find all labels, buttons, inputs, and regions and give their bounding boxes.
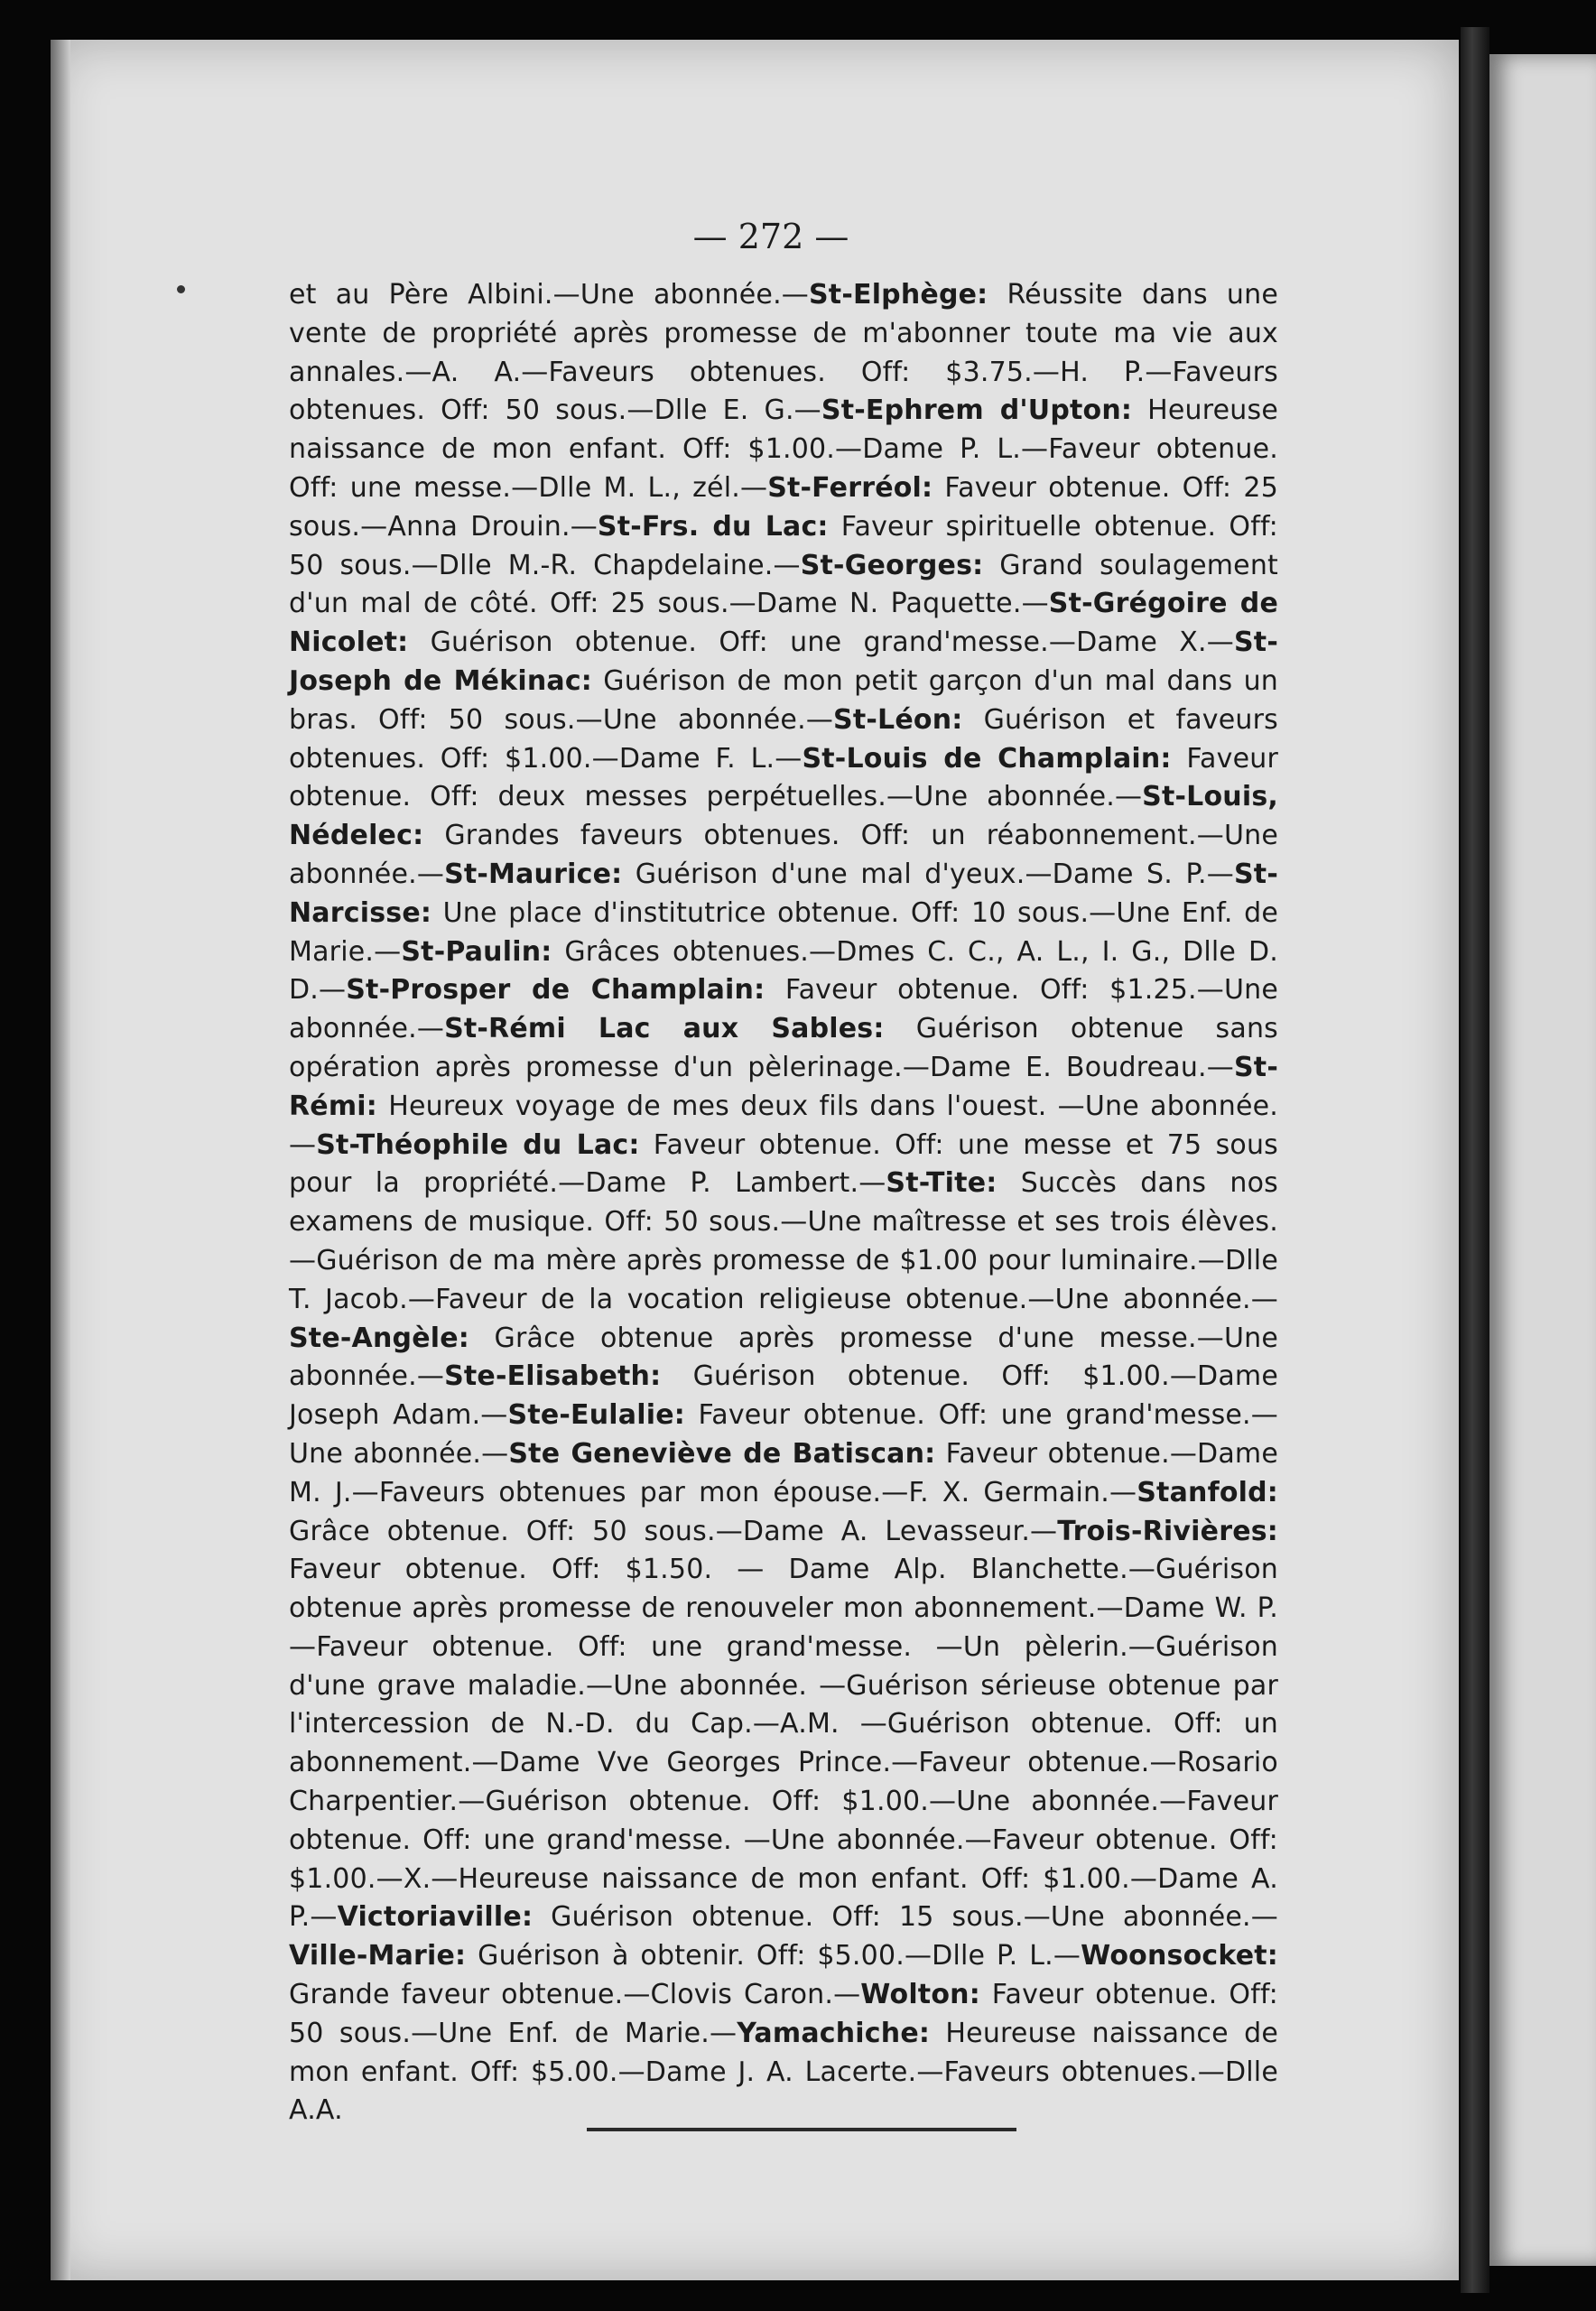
entry-text: Faveur obtenue. Off: $1.50. — Dame Alp. Blanchette.—Guérison obtenue après promesse de renouveler mon abonnement.—Dame W. P.—Faveur obtenue. Off: une grand'messe. —Un pèlerin.—Guérison d'une grave maladie.—Une abonnée. —Guérison sérieuse obtenue par l'intercession de N.-D. du Cap.—A.M. —Guérison obtenue. Off: un abonnement.—Dame Vve Georges Prince.—Faveur obtenue.—Rosario Charpentier.—Guérison obtenue. Off: $1.00.—Une abonnée.—Faveur obtenue. Off: une grand'messe. —Une abonnée.—Faveur obtenue. Off: $1.00.—X.—Heureuse naissance de mon enfant. Off: $1.00.—Dame A. P.—: [289, 1554, 1278, 1934]
ink-speck: [177, 285, 185, 293]
place-name: St-Léon:: [833, 703, 963, 736]
entry-text: Grande faveur obtenue.—Clovis Caron.—: [289, 1979, 861, 2011]
place-name: St-Ferréol:: [767, 471, 933, 504]
place-name: Trois-Rivières:: [1057, 1515, 1278, 1547]
entry-text: Faveur spirituelle obtenue. Off: 50 sous.—Dlle M.-R. Chapdelaine.—: [289, 510, 1278, 581]
entry-text: Grâces obtenues.—Dmes C. C., A. L., I. G., Dlle D. D.—: [289, 935, 1278, 1007]
place-name: Stanfold:: [1137, 1476, 1278, 1508]
place-name: Wolton:: [860, 1979, 980, 2011]
place-name: Victoriaville:: [337, 1901, 534, 1934]
page-edge: [51, 40, 70, 2280]
place-name: St-Grégoire de Nicolet:: [289, 588, 1278, 659]
entry-text: Grâce obtenue. Off: 50 sous.—Dame A. Levasseur.—: [289, 1515, 1058, 1547]
entry-text: Faveur obtenue.—Dame M. J.—Faveurs obtenues par mon épouse.—F. X. Germain.—: [289, 1437, 1278, 1508]
entry-text: Guérison à obtenir. Off: $5.00.—Dlle P. L.—: [466, 1940, 1081, 1972]
place-name: St-Prosper de Champlain:: [346, 974, 766, 1007]
entry-text: Faveur obtenue. Off: une messe et 75 sous pour la propriété.—Dame P. Lambert.—: [289, 1128, 1279, 1200]
place-name: Ste Geneviève de Batiscan:: [508, 1437, 936, 1470]
entry-text: Grand soulagement d'un mal de côté. Off: 25 sous.—Dame N. Paquette.—: [289, 549, 1279, 620]
entry-text: Guérison obtenue. Off: une grand'messe.—Dame X.—: [408, 626, 1234, 659]
page-number: — 272 —: [692, 217, 849, 256]
entry-text: Faveur obtenue. Off: $1.25.—Une abonnée.—: [289, 974, 1278, 1045]
entry-text: Faveur obtenue. Off: une grand'messe.—Une abonnée.—: [289, 1399, 1278, 1470]
place-name: St-Elphège:: [809, 279, 988, 311]
entry-text: Faveur obtenue. Off: 50 sous.—Une Enf. de Marie.—: [289, 1979, 1278, 2049]
entry-text: Guérison obtenue. Off: 15 sous.—Une abonnée.—: [533, 1901, 1278, 1934]
place-name: Ste-Eulalie:: [507, 1399, 685, 1432]
entry-text: Guérison et faveurs obtenues. Off: $1.00.—Dame F. L.—: [289, 703, 1278, 775]
entry-text: Une place d'institutrice obtenue. Off: 10 sous.—Une Enf. de Marie.—: [289, 896, 1278, 968]
entry-text: Guérison obtenue sans opération après promesse d'un pèlerinage.—Dame E. Boudreau.—: [289, 1013, 1278, 1083]
entry-text: Heureuse naissance de mon enfant. Off: $5.00.—Dame J. A. Lacerte.—Faveurs obtenues.—Dlle A.A.: [289, 2017, 1278, 2127]
facing-page-edge: [1489, 54, 1596, 2266]
place-name: St-Joseph de Mékinac:: [289, 626, 1278, 697]
place-name: St-Narcisse:: [289, 858, 1278, 929]
body-text: [289, 276, 1278, 2130]
entry-text: Faveur obtenue. Off: 25 sous.—Anna Drouin.—: [289, 471, 1278, 543]
place-name: St-Paulin:: [401, 935, 552, 968]
place-name: St-Louis, Nédelec:: [289, 781, 1278, 852]
entry-text: et au Père Albini.—Une abonnée.—: [289, 279, 809, 311]
place-name: Ste-Elisabeth:: [444, 1360, 662, 1393]
place-name: St-Rémi:: [289, 1051, 1278, 1122]
entry-text: Faveur obtenue. Off: deux messes perpétuelles.—Une abonnée.—: [289, 742, 1278, 813]
place-name: Woonsocket:: [1081, 1940, 1278, 1972]
place-name: Yamachiche:: [737, 2017, 931, 2049]
place-name: St-Tite:: [886, 1167, 998, 1200]
entry-text: Guérison obtenue. Off: $1.00.—Dame Joseph Adam.—: [289, 1360, 1278, 1432]
place-name: St-Ephrem d'Upton:: [821, 394, 1133, 427]
place-name: St-Maurice:: [444, 858, 623, 890]
place-name: St-Georges:: [800, 549, 984, 581]
entry-text: Heureux voyage de mes deux fils dans l'ouest. —Une abonnée.—: [289, 1090, 1278, 1161]
entry-text: Heureuse naissance de mon enfant. Off: $1.00.—Dame P. L.—Faveur obtenue. Off: une messe.—Dlle M. L., zél.—: [289, 394, 1278, 504]
entry-text: Guérison d'une mal d'yeux.—Dame S. P.—: [622, 858, 1234, 890]
entry-text: Succès dans nos examens de musique. Off: 50 sous.—Une maîtresse et ses trois élèves.—Guérison de ma mère après promesse de $1.00 pour luminaire.—Dlle T. Jacob.—Faveur de la vocation religieuse obtenue.—Une abonnée.—: [289, 1167, 1278, 1315]
entry-text: Grâce obtenue après promesse d'une messe.—Une abonnée.—: [289, 1322, 1278, 1393]
place-name: St-Louis de Champlain:: [802, 742, 1172, 775]
place-name: St-Frs. du Lac:: [597, 510, 829, 543]
place-name: St-Rémi Lac aux Sables:: [444, 1013, 885, 1045]
entry-text: Réussite dans une vente de propriété après promesse de m'abonner toute ma vie aux annales.—A. A.—Faveurs obtenues. Off: $3.75.—H. P.—Faveurs obtenues. Off: 50 sous.—Dlle E. G.—: [289, 279, 1278, 427]
entry-text: Guérison de mon petit garçon d'un mal dans un bras. Off: 50 sous.—Une abonnée.—: [289, 664, 1279, 736]
end-rule: [587, 2128, 1016, 2131]
book-gutter: [1461, 27, 1489, 2293]
entry-text: Grandes faveurs obtenues. Off: un réabonnement.—Une abonnée.—: [289, 820, 1278, 890]
place-name: Ste-Angèle:: [289, 1322, 469, 1354]
place-name: St-Théophile du Lac:: [316, 1128, 640, 1161]
place-name: Ville-Marie:: [289, 1940, 467, 1972]
